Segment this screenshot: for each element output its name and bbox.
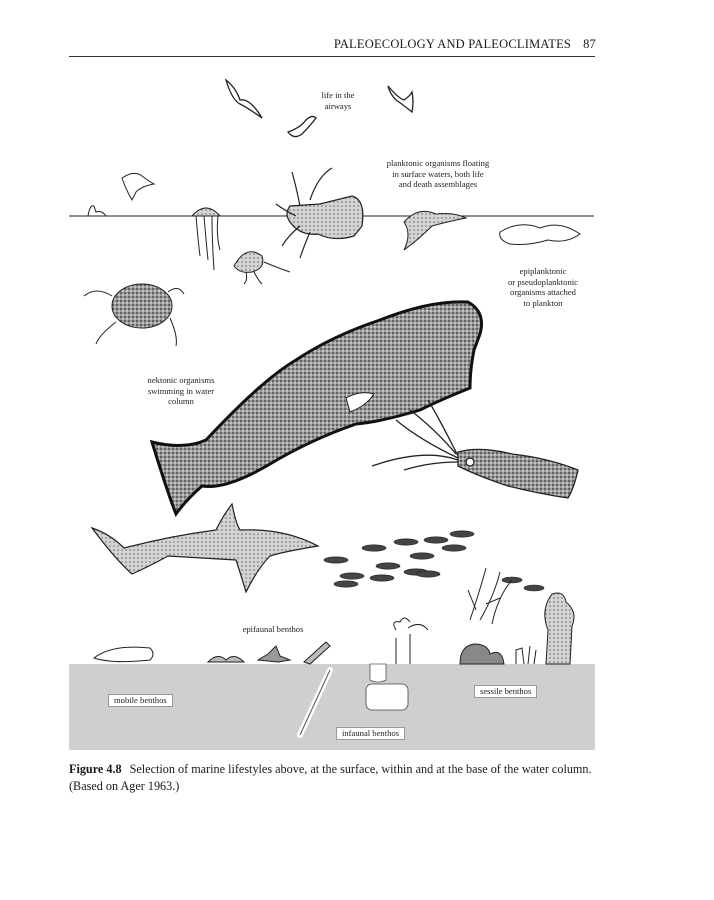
scaphopod (304, 642, 330, 664)
bird-icon (388, 86, 413, 112)
figure-caption (69, 761, 595, 794)
label-epifaunal: epifaunal benthos (242, 624, 304, 634)
lobster (94, 647, 153, 661)
sponges (460, 644, 504, 664)
shark (92, 504, 318, 592)
bird-icon (288, 116, 316, 136)
tube-worms (394, 618, 428, 664)
floating-log (276, 168, 363, 258)
seabed (69, 664, 595, 750)
label-planktonic: planktonic organisms floating in surface waters, both life and death assemblages (386, 158, 490, 189)
label-epiplanktonic: epiplanktonic or pseudoplanktonic organisms attached to plankton (508, 266, 578, 308)
gastropod (208, 656, 244, 662)
shorebird-icon (122, 173, 154, 200)
epiplankton (500, 225, 580, 245)
coral (545, 593, 574, 664)
jellyfish-icons (192, 208, 290, 284)
caption-number: Figure 4.8 (69, 762, 122, 776)
turtle (84, 284, 184, 346)
bird-icon (226, 80, 262, 118)
shorebird-icons (88, 173, 154, 216)
benthic-creatures (94, 568, 574, 664)
duck-icon (88, 206, 106, 216)
label-airways: life in the airways (321, 90, 355, 111)
running-title: PALEOECOLOGY AND PALEOCLIMATES (333, 37, 572, 51)
fish-school (324, 531, 544, 591)
label-nektonic: nektonic organisms swimming in water column (147, 375, 215, 406)
page-number: 87 (583, 37, 596, 51)
anemones (516, 646, 536, 664)
label-infaunal-benthos: infaunal benthos (336, 727, 405, 740)
starfish (258, 646, 290, 662)
floating-creature (404, 211, 466, 250)
burrow-entrance (370, 664, 386, 682)
label-sessile-benthos: sessile benthos (474, 685, 537, 698)
crinoid (468, 568, 512, 624)
label-mobile-benthos: mobile benthos (108, 694, 173, 707)
caption-text: Selection of marine lifestyles above, at the surface, within and at the base of the water column. (Based on Ager 1963.) (69, 762, 592, 793)
infaunal-clam (366, 684, 408, 710)
